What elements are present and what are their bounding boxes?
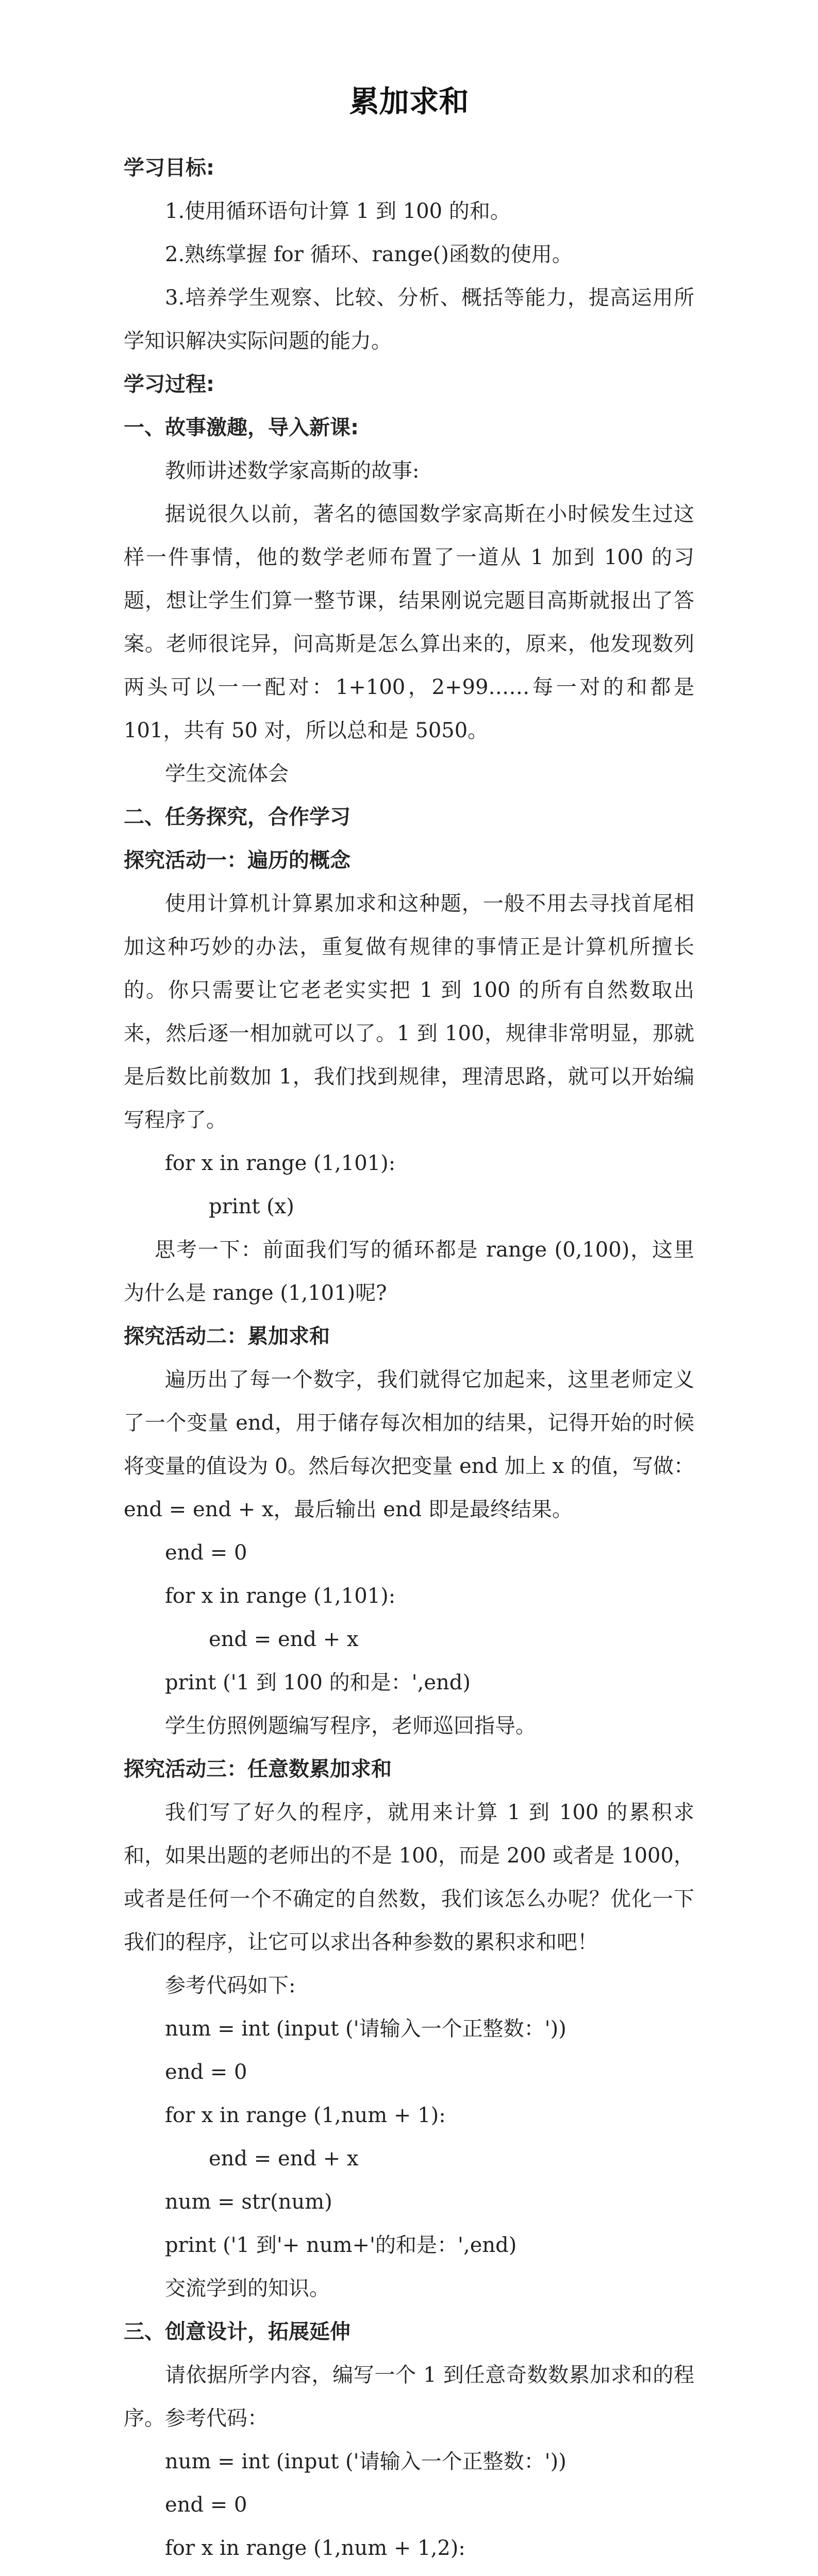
goal-item: 2.熟练掌握 for 循环、range()函数的使用。	[165, 243, 573, 266]
process-heading: 学习过程:	[124, 372, 214, 396]
section-3-heading: 三、创意设计，拓展延伸	[124, 2320, 350, 2344]
code-line: end = 0	[165, 1541, 247, 1565]
section-3-paragraph: 请依据所学内容，编写一个 1 到任意奇数数累加求和的程序。参考代码：	[124, 2363, 694, 2430]
reference-label: 参考代码如下:	[165, 1974, 296, 1997]
code-line: num = int (input ('请输入一个正整数：'))	[165, 2450, 566, 2473]
code-line: print ('1 到'+ num+'的和是：',end)	[165, 2233, 517, 2257]
section-1-heading: 一、故事激趣，导入新课:	[124, 416, 359, 439]
code-line: print (x)	[209, 1195, 294, 1218]
code-line: num = int (input ('请输入一个正整数：'))	[165, 2017, 566, 2041]
page-title: 累加求和	[349, 84, 469, 119]
activity-2-note: 学生仿照例题编写程序，老师巡回指导。	[165, 1714, 536, 1738]
code-line: end = 0	[165, 2060, 247, 2084]
story-paragraph: 据说很久以前，著名的德国数学家高斯在小时候发生过这样一件事情，他的数学老师布置了一道从 1 加到 100 的习题，想让学生们算一整节课，结果刚说完题目高斯就报出了答案。老师很诧异，问高斯是怎么算出来的，原来，他发现数列两头可以一一配对：1+100，2+99……每一对的和都是 101，共有 50 对，所以总和是 5050。	[124, 502, 694, 742]
code-line: end = end + x	[209, 1628, 359, 1651]
code-line: end = 0	[165, 2493, 247, 2517]
activity-1-heading: 探究活动一：遍历的概念	[124, 849, 350, 872]
goals-heading: 学习目标:	[124, 156, 214, 180]
activity-3-paragraph: 我们写了好久的程序，就用来计算 1 到 100 的累积求和，如果出题的老师出的不是 100，而是 200 或者是 1000，或者是任何一个不确定的自然数，我们该怎么办呢？优化一下我们的程序，让它可以求出各种参数的累积求和吧！	[124, 1801, 694, 1954]
code-line: for x in range (1,101):	[165, 1151, 396, 1175]
activity-3-note: 交流学到的知识。	[165, 2277, 330, 2300]
code-line: for x in range (1,101):	[165, 1584, 396, 1608]
exchange-note: 学生交流体会	[165, 762, 289, 786]
code-line: end = end + x	[209, 2147, 359, 2171]
story-intro: 教师讲述数学家高斯的故事:	[165, 459, 420, 483]
activity-3-heading: 探究活动三：任意数累加求和	[124, 1757, 392, 1781]
think-question: 思考一下：前面我们写的循环都是 range (0,100)，这里为什么是 range (1,101)呢?	[124, 1238, 694, 1305]
code-line: print ('1 到 100 的和是：',end)	[165, 1671, 471, 1694]
activity-1-paragraph: 使用计算机计算累加求和这种题，一般不用去寻找首尾相加这种巧妙的办法，重复做有规律的事情正是计算机所擅长的。你只需要让它老老实实把 1 到 100 的所有自然数取出来，然后逐一相加就可以了。1 到 100，规律非常明显，那就是后数比前数加 1，我们找到规律，理清思路，就可以开始编写程序了。	[124, 892, 694, 1132]
activity-2-paragraph: 遍历出了每一个数字，我们就得它加起来，这里老师定义了一个变量 end，用于储存每次相加的结果，记得开始的时候将变量的值设为 0。然后每次把变量 end 加上 x 的值，写做：end = end + x，最后输出 end 即是最终结果。	[124, 1368, 694, 1521]
code-line: for x in range (1,num + 1):	[165, 2104, 446, 2127]
section-2-heading: 二、任务探究，合作学习	[124, 805, 350, 829]
goal-item: 3.培养学生观察、比较、分析、概括等能力，提高运用所学知识解决实际问题的能力。	[124, 286, 694, 353]
code-line: num = str(num)	[165, 2190, 332, 2214]
goal-item: 1.使用循环语句计算 1 到 100 的和。	[165, 199, 511, 223]
code-line	[124, 2570, 694, 2576]
code-line: for x in range (1,num + 1,2):	[165, 2536, 465, 2560]
activity-2-heading: 探究活动二：累加求和	[124, 1325, 330, 1348]
